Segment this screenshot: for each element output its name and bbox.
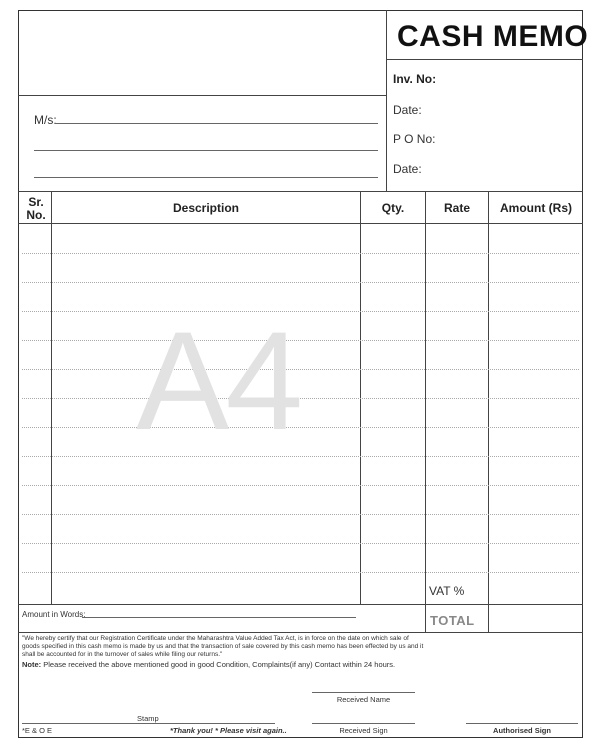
stamp-line (22, 723, 275, 724)
total-row-bottom (18, 632, 583, 633)
col-header-qty: Qty. (381, 201, 405, 215)
table-header-bottom (18, 223, 583, 224)
col-divider-4 (488, 191, 489, 632)
note-label: Note: (22, 660, 42, 669)
ms-line-3[interactable] (34, 177, 378, 178)
col-header-sr-no: Sr. No. (26, 195, 46, 222)
title-underline (386, 59, 583, 60)
table-row-guide (22, 514, 579, 515)
amount-in-words-line[interactable] (82, 617, 356, 618)
ms-label: M/s: (34, 113, 57, 127)
vat-label: VAT % (429, 584, 465, 598)
company-box-bottom (18, 95, 386, 96)
authorised-sign-line[interactable] (466, 723, 578, 724)
received-name-line[interactable] (312, 692, 415, 693)
received-sign-line[interactable] (312, 723, 415, 724)
table-row-guide (22, 427, 579, 428)
table-row-guide (22, 485, 579, 486)
table-row-guide (22, 340, 579, 341)
table-row-guide (22, 572, 579, 573)
inv-no-label: Inv. No: (393, 72, 437, 86)
table-bottom (18, 604, 583, 605)
thanks-label: *Thank you! * Please visit again.. (170, 726, 287, 735)
table-row-guide (22, 543, 579, 544)
stamp-label: Stamp (137, 714, 159, 723)
authorised-sign-label: Authorised Sign (493, 726, 551, 735)
ms-line-1[interactable] (55, 123, 378, 124)
table-row-guide (22, 456, 579, 457)
received-sign-label: Received Sign (339, 726, 388, 735)
eoe-label: *E & O E (22, 726, 53, 735)
note-text (22, 660, 522, 669)
total-label: TOTAL (430, 613, 475, 628)
col-header-amount: Amount (Rs) (500, 201, 572, 215)
table-row-guide (22, 398, 579, 399)
watermark-a4: A4 (136, 302, 300, 459)
table-top (18, 191, 583, 192)
table-row-guide (22, 311, 579, 312)
header-divider (386, 10, 387, 191)
form-title: CASH MEMO (397, 20, 589, 53)
table-row-guide (22, 369, 579, 370)
cash-memo-form (18, 10, 583, 738)
po-date-label: Date: (393, 162, 422, 176)
table-row-guide (22, 282, 579, 283)
amount-in-words-label: Amount in Words: (22, 610, 86, 619)
certificate-text: "We hereby certify that our Registration Certificate under the Maharashtra Value Added Tax Act, is in force on the date on which sale of goods specified in this cash memo is made by us and that the transaction of sale covered by this cash memo has been effected by us and it shall be accounted for in the turnover of sales while filing our returns." (22, 635, 424, 658)
date-label: Date: (393, 103, 422, 117)
col-divider-3 (425, 191, 426, 632)
received-name-label: Received Name (336, 695, 391, 704)
col-header-description: Description (172, 201, 239, 215)
table-row-guide (22, 253, 579, 254)
col-header-rate: Rate (443, 201, 470, 215)
ms-line-2[interactable] (34, 150, 378, 151)
note-body: Please received the above mentioned good in good Condition, Complaints(if any) Contact within 24 hours. (41, 660, 396, 669)
po-no-label: P O No: (393, 132, 436, 146)
